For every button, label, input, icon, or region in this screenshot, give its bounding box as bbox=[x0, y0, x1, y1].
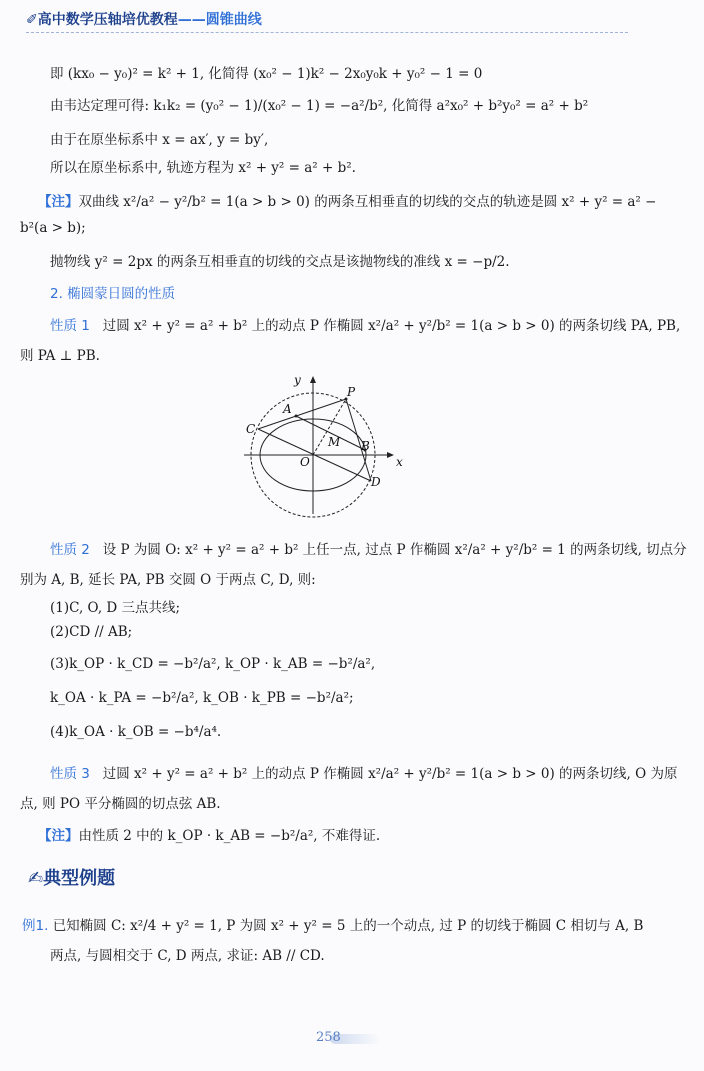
label-y: y bbox=[294, 373, 301, 387]
section-title: ✍典型例题 bbox=[28, 868, 116, 889]
text-line: 则 PA ⊥ PB. bbox=[20, 348, 100, 364]
text-line: 所以在原坐标系中, 轨迹方程为 x² + y² = a² + b². bbox=[50, 160, 356, 176]
subsection-heading: 2. 椭圆蒙日圆的性质 bbox=[50, 286, 176, 302]
point-A bbox=[295, 415, 298, 418]
text-line: b²(a > b); bbox=[20, 220, 86, 236]
property-label: 性质 3 bbox=[50, 766, 90, 782]
page-number: 258 bbox=[316, 1030, 341, 1045]
label-A: A bbox=[283, 402, 292, 416]
note-tag: 【注】 bbox=[38, 194, 79, 210]
label-O: O bbox=[300, 455, 310, 469]
text-line: 由于在原坐标系中 x = ax′, y = by′, bbox=[50, 132, 269, 148]
note-paragraph: 【注】由性质 2 中的 k_OP · k_AB = −b²/a², 不难得证. bbox=[38, 828, 381, 844]
label-M: M bbox=[328, 435, 341, 449]
list-item: (2)CD // AB; bbox=[50, 624, 133, 640]
text-line: 点, 则 PO 平分椭圆的切点弦 AB. bbox=[20, 796, 221, 812]
label-x: x bbox=[396, 455, 403, 469]
property-2: 性质 2 设 P 为圆 O: x² + y² = a² + b² 上任一点, 过点 P 作椭圆 x²/a² + y²/b² = 1 的两条切线, 切点分 bbox=[50, 542, 687, 558]
list-item: (1)C, O, D 三点共线; bbox=[50, 600, 181, 616]
list-item: (4)k_OA · k_OB = −b⁴/a⁴. bbox=[50, 724, 222, 740]
list-item: k_OA · k_PA = −b²/a², k_OB · k_PB = −b²/a²; bbox=[50, 690, 354, 706]
label-C: C bbox=[246, 422, 256, 436]
property-label: 性质 2 bbox=[50, 542, 90, 558]
label-B: B bbox=[361, 439, 370, 453]
page-header bbox=[26, 6, 628, 33]
property-3: 性质 3 过圆 x² + y² = a² + b² 上的动点 P 作椭圆 x²/a² + y²/b² = 1(a > b > 0) 的两条切线, O 为原 bbox=[50, 766, 678, 782]
example-label: 例1. bbox=[22, 918, 49, 934]
text-line: 两点, 与圆相交于 C, D 两点, 求证: AB // CD. bbox=[50, 948, 325, 964]
text-line: 即 (kx₀ − y₀)² = k² + 1, 化简得 (x₀² − 1)k² − 2x₀y₀k + y₀² − 1 = 0 bbox=[50, 66, 483, 82]
label-P: P bbox=[347, 385, 356, 399]
header-icon: ✐ bbox=[26, 12, 38, 28]
header-title: ✐高中数学压轴培优教程——圆锥曲线 bbox=[26, 12, 262, 28]
x-axis-arrow bbox=[387, 452, 394, 458]
property-label: 性质 1 bbox=[50, 318, 90, 334]
list-item: (3)k_OP · k_CD = −b²/a², k_OP · k_AB = −b²/a², bbox=[50, 656, 376, 672]
text-line: 抛物线 y² = 2px 的两条互相垂直的切线的交点是该抛物线的准线 x = −p/2. bbox=[50, 254, 510, 270]
monge-circle-figure bbox=[240, 368, 410, 518]
note-paragraph: 【注】双曲线 x²/a² − y²/b² = 1(a > b > 0) 的两条互相垂直的切线的交点的轨迹是圆 x² + y² = a² − bbox=[38, 194, 657, 210]
example-1: 例1. 已知椭圆 C: x²/4 + y² = 1, P 为圆 x² + y² = 5 上的一个动点, 过 P 的切线于椭圆 C 相切与 A, B bbox=[22, 918, 644, 934]
y-axis-arrow bbox=[310, 376, 316, 383]
text-line: 别为 A, B, 延长 PA, PB 交圆 O 于两点 C, D, 则: bbox=[20, 572, 316, 588]
segment-CP bbox=[258, 399, 346, 429]
property-1: 性质 1 过圆 x² + y² = a² + b² 上的动点 P 作椭圆 x²/a² + y²/b² = 1(a > b > 0) 的两条切线 PA, PB, bbox=[50, 318, 681, 334]
note-tag: 【注】 bbox=[38, 828, 79, 844]
text-line: 由韦达定理可得: k₁k₂ = (y₀² − 1)/(x₀² − 1) = −a²/b², 化简得 a²x₀² + b²y₀² = a² + b² bbox=[50, 98, 589, 114]
label-D: D bbox=[371, 475, 381, 489]
